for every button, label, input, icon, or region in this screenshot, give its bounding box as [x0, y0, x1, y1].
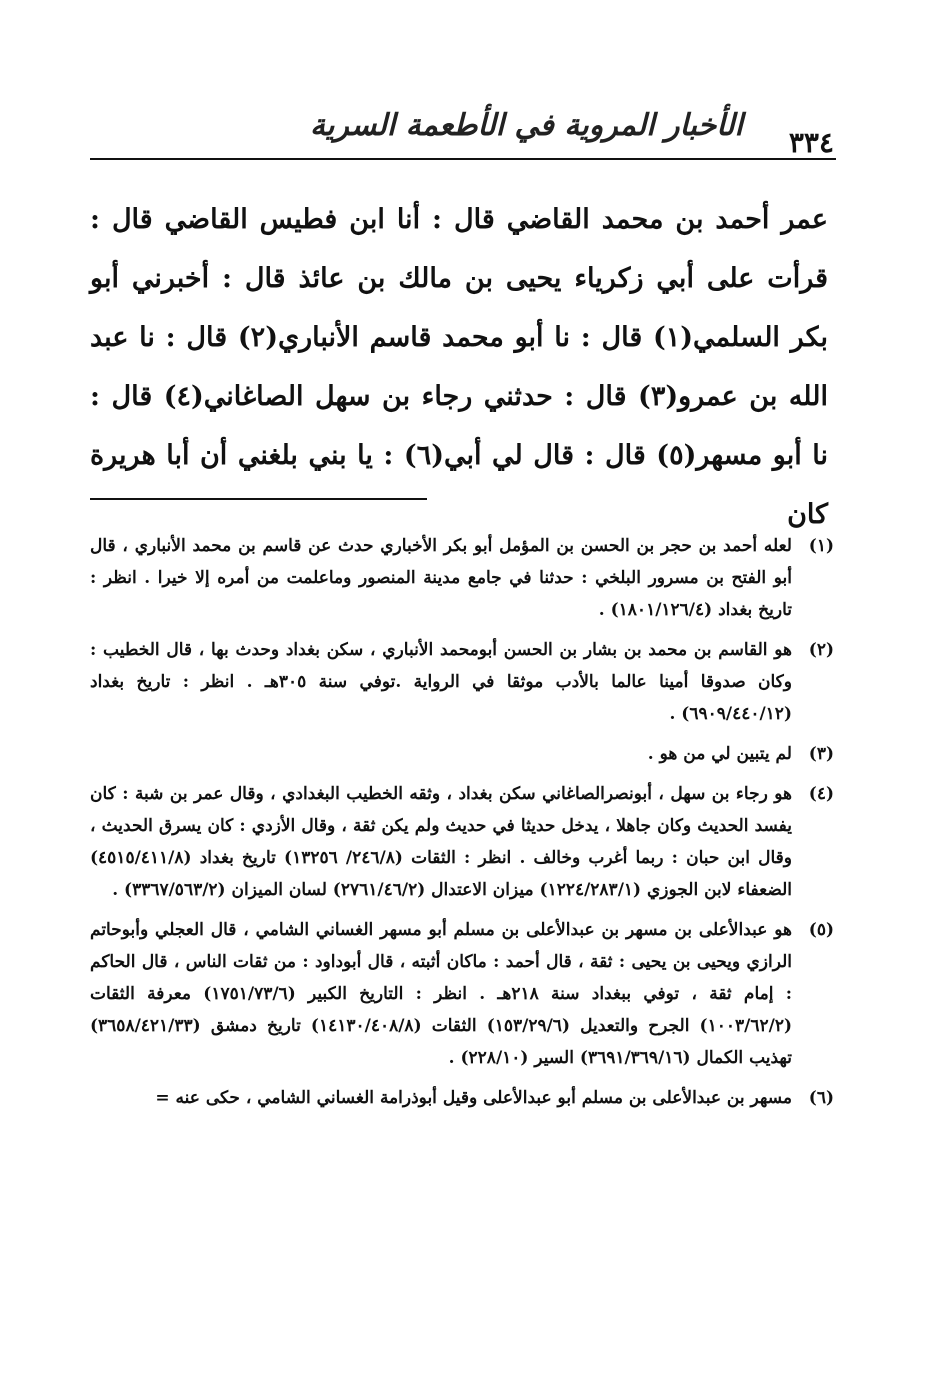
footnote [90, 530, 834, 626]
footnote-number: (٣) [808, 744, 834, 764]
footnotes [90, 530, 834, 1122]
footnote-number: (٤) [808, 784, 834, 804]
header-rule [90, 158, 836, 160]
footnote-separator [90, 498, 427, 500]
footnote [90, 914, 834, 1074]
footnote [90, 778, 834, 906]
footnote-text: هو رجاء بن سهل ، أبونصرالصاغاني سكن بغداد ، وثقه الخطيب البغدادي ، وقال عمر بن شبة : كان يفسد الحديث وكان جاهلا ، يدخل حديثا في حديث ولم يكن ثقة ، وقال الأزدي : كان يسرق الحديث ، وقال ابن حبان : ربما أغرب وخالف . انظر : الثقات (٢٤٦/٨/ ١٣٢٥٦) تاريخ بغداد (٤٥١٥/٤١١/٨) الضعفاء لابن الجوزي (١٢٢٤/٢٨٣/١) ميزان الاعتدال (٢٧٦١/٤٦/٢) لسان الميزان (٣٣٦٧/٥٦٣/٢) . [90, 784, 792, 900]
main-text [90, 190, 828, 544]
footnote-number: (٦) [808, 1088, 834, 1108]
main-paragraph: عمر أحمد بن محمد القاضي قال : أنا ابن فطيس القاضي قال : قرأت على أبي زكرياء يحيى بن مالك بن عائذ قال : أخبرني أبو بكر السلمي(١) قال : نا أبو محمد قاسم الأنباري(٢) قال : نا عبد الله بن عمرو(٣) قال : حدثني رجاء بن سهل الصاغاني(٤) قال : نا أبو مسهر(٥) قال : قال لي أبي(٦) : يا بني بلغني أن أبا هريرة كان [90, 204, 829, 530]
footnote-number: (١) [808, 536, 834, 556]
book-title-ornament: الأخبار المروية في الأطعمة السرية [310, 108, 743, 143]
footnote [90, 738, 834, 770]
footnote-text: لم يتبين لي من هو . [647, 744, 792, 764]
footnote-number: (٥) [808, 920, 834, 940]
footnote-text: لعله أحمد بن حجر بن الحسن بن المؤمل أبو بكر الأخباري حدث عن قاسم بن محمد الأنباري ، قال أبو الفتح بن مسرور البلخي : حدثنا في جامع مدينة المنصور وماعلمت من أمره إلا خيرا . انظر : تاريخ بغداد (١٨٠١/١٢٦/٤) . [90, 536, 792, 620]
page-header [90, 108, 834, 158]
footnote-text: هو عبدالأعلى بن مسهر بن عبدالأعلى بن مسلم أبو مسهر الغساني الشامي ، قال العجلي وأبوحاتم الرازي ويحيى بن يحيى : ثقة ، قال أحمد : ماكان أثبته ، قال أبوداود : من ثقات الناس ، قال الحاكم : إمام ثقة ، توفي ببغداد سنة ٢١٨هـ . انظر : التاريخ الكبير (١٧٥١/٧٣/٦) معرفة الثقات (١٠٠٣/٦٢/٢) الجرح والتعديل (١٥٣/٢٩/٦) الثقات (١٤١٣٠/٤٠٨/٨) تاريخ دمشق (٣٦٥٨/٤٢١/٣٣) تهذيب الكمال (٣٦٩١/٣٦٩/١٦) السير (٢٢٨/١٠) . [90, 920, 793, 1068]
footnote-text: مسهر بن عبدالأعلى بن مسلم أبو عبدالأعلى وقيل أبوذرامة الغساني الشامي ، حكى عنه = [155, 1088, 792, 1108]
footnote [90, 634, 834, 730]
footnote [90, 1082, 834, 1114]
footnote-text: هو القاسم بن محمد بن بشار بن الحسن أبومحمد الأنباري ، سكن بغداد وحدث بها ، قال الخطيب : وكان صدوقا أمينا عالما بالأدب موثقا في الرواية .توفي سنة ٣٠٥هـ . انظر : تاريخ بغداد (٦٩٠٩/٤٤٠/١٢) . [90, 640, 792, 724]
page-number: ٣٣٤ [788, 126, 834, 159]
footnote-number: (٢) [808, 640, 834, 660]
